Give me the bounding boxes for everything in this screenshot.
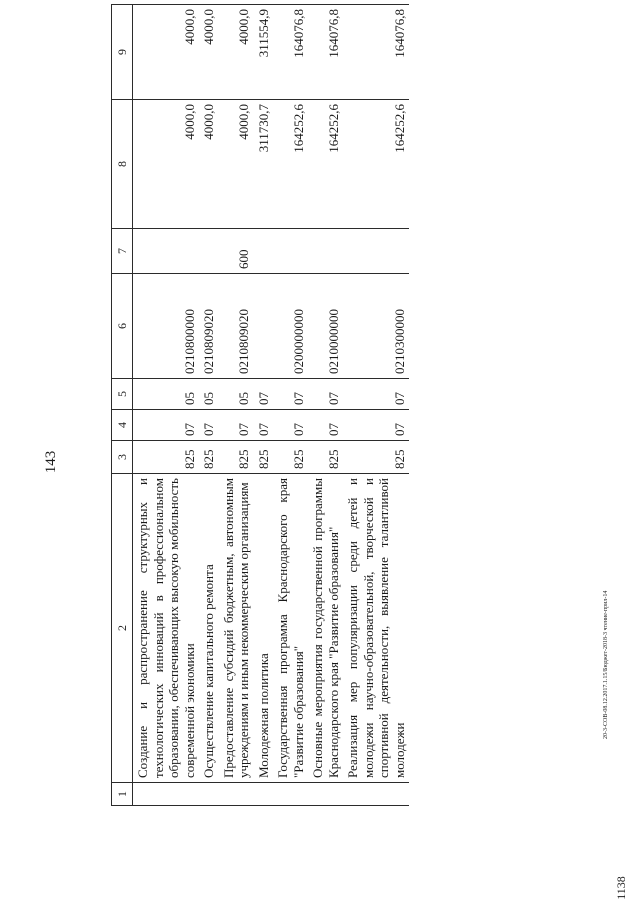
column-header-2: 2 (112, 474, 133, 783)
table-cell-col3: 825 (254, 441, 274, 474)
table-cell-col7: 600 (219, 229, 254, 274)
table-cell-col1 (199, 783, 219, 806)
table-cell-col5: 07 (308, 379, 343, 410)
table-cell-col4: 07 (219, 410, 254, 441)
table-cell-col1 (254, 783, 274, 806)
table-cell-col6: 0210300000 (343, 274, 409, 379)
footer-document-code: 20-3-СОВ-08.12.2017.1.15/Бюджет-2018-3 чтение-прил-14 (603, 590, 609, 739)
table-cell-col3: 825 (219, 441, 254, 474)
table-row (219, 5, 254, 806)
table-cell-col5: 05 (133, 379, 200, 410)
table-cell-col4: 07 (199, 410, 219, 441)
table-cell-name: Государственная программа Краснодарского края "Развитие образования" (273, 474, 308, 783)
table-row (199, 5, 219, 806)
table-cell-col9: 164076,8 (273, 5, 308, 100)
column-header-9: 9 (112, 5, 133, 100)
table-cell-name: Осуществление капитального ремонта (199, 474, 219, 783)
table-cell-col7 (133, 229, 200, 274)
table-cell-col7 (308, 229, 343, 274)
column-header-4: 4 (112, 410, 133, 441)
table-cell-col5: 05 (219, 379, 254, 410)
table-cell-col8: 4000,0 (219, 100, 254, 229)
table-cell-col9: 164076,8 (308, 5, 343, 100)
table-row (343, 5, 409, 806)
table-cell-col4: 07 (308, 410, 343, 441)
column-header-8: 8 (112, 100, 133, 229)
table-cell-col3: 825 (343, 441, 409, 474)
table-cell-col9: 4000,0 (219, 5, 254, 100)
table-cell-col9: 4000,0 (199, 5, 219, 100)
table-cell-col3: 825 (199, 441, 219, 474)
table-cell-col8: 311730,7 (254, 100, 274, 229)
budget-table (111, 4, 409, 806)
table-cell-col5: 05 (199, 379, 219, 410)
table-cell-col7 (254, 229, 274, 274)
table-cell-col9: 311554,9 (254, 5, 274, 100)
sheet-number: 1138 (614, 876, 628, 900)
table-cell-col1 (133, 783, 200, 806)
budget-table-rotated (111, 9, 591, 806)
table-cell-col5: 07 (343, 379, 409, 410)
table-cell-col6: 0210800000 (133, 274, 200, 379)
budget-table-container (111, 9, 591, 806)
table-cell-col3: 825 (273, 441, 308, 474)
table-header-row (112, 5, 133, 806)
table-cell-col5: 07 (254, 379, 274, 410)
table-cell-col8: 4000,0 (199, 100, 219, 229)
table-cell-col8: 164252,6 (308, 100, 343, 229)
table-cell-name: Создание и распространение структурных и технологических инноваций в профессиональном образовании, обеспечивающих высокую мобильность современной экономики (133, 474, 200, 783)
table-cell-col5: 07 (273, 379, 308, 410)
table-cell-col1 (219, 783, 254, 806)
table-cell-col6: 0210000000 (308, 274, 343, 379)
column-header-7: 7 (112, 229, 133, 274)
table-cell-col6: 0200000000 (273, 274, 308, 379)
table-cell-name: Основные мероприятия государственной программы Краснодарского края "Развитие образования" (308, 474, 343, 783)
column-header-3: 3 (112, 441, 133, 474)
column-header-1: 1 (112, 783, 133, 806)
table-cell-col1 (343, 783, 409, 806)
table-cell-col6: 0210809020 (199, 274, 219, 379)
table-cell-col8: 164252,6 (343, 100, 409, 229)
table-cell-col9: 164076,8 (343, 5, 409, 100)
table-cell-col8: 4000,0 (133, 100, 200, 229)
table-cell-col7 (199, 229, 219, 274)
table-row (133, 5, 200, 806)
table-cell-col3: 825 (133, 441, 200, 474)
table-cell-col4: 07 (254, 410, 274, 441)
table-cell-col6 (254, 274, 274, 379)
table-cell-col9: 4000,0 (133, 5, 200, 100)
page-number: 143 (43, 450, 59, 474)
table-cell-name: Реализация мер популяризации среди детей и молодежи научно-образовательной, творческой и спортивной деятельности, выявление талантливой молодежи (343, 474, 409, 783)
table-cell-col1 (308, 783, 343, 806)
column-header-6: 6 (112, 274, 133, 379)
table-cell-col6: 0210809020 (219, 274, 254, 379)
table-cell-col7 (273, 229, 308, 274)
table-row (254, 5, 274, 806)
table-row (273, 5, 308, 806)
table-cell-col4: 07 (273, 410, 308, 441)
table-cell-col1 (273, 783, 308, 806)
table-cell-name: Предоставление субсидий бюджетным, автономным учреждениям и иным некоммерческим организациям (219, 474, 254, 783)
column-header-5: 5 (112, 379, 133, 410)
table-cell-col7 (343, 229, 409, 274)
table-cell-col4: 07 (343, 410, 409, 441)
table-row (308, 5, 343, 806)
table-cell-col4: 07 (133, 410, 200, 441)
table-cell-col3: 825 (308, 441, 343, 474)
table-cell-col8: 164252,6 (273, 100, 308, 229)
table-cell-name: Молодежная политика (254, 474, 274, 783)
